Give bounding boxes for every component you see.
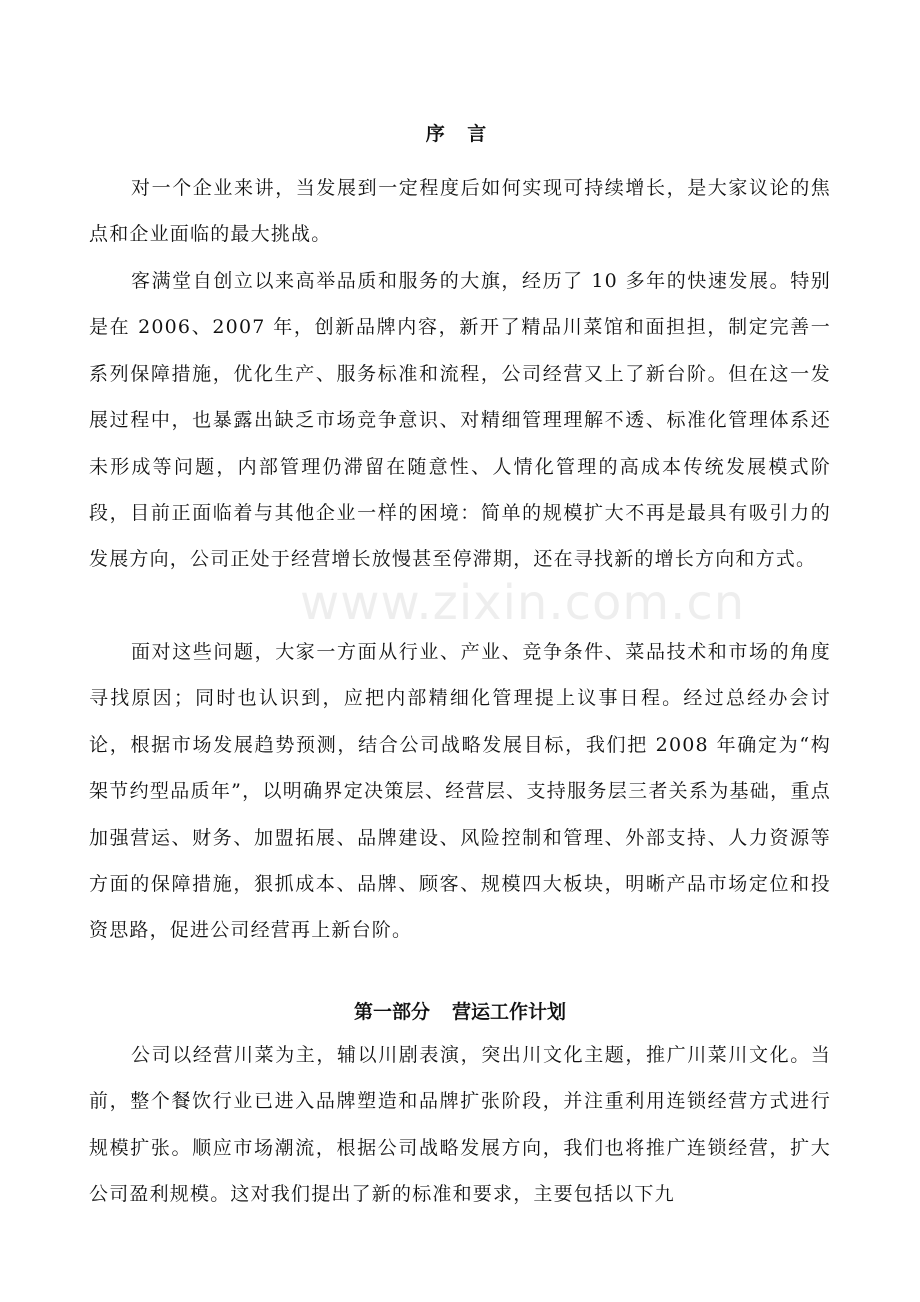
preface-paragraph-3: 面对这些问题，大家一方面从行业、产业、竞争条件、菜品技术和市场的角度寻找原因；同时也认识到，应把内部精细化管理提上议事日程。经过总经办会讨论，根据市场发展趋势预测，结合公司战略发展目标，我们把 2008 年确定为“构架节约型品质年”，以明确界定决策层、经营层、支持服务层三者关系为基础，重点加强营运、财务、加盟拓展、品牌建设、风险控制和管理、外部支持、人力资源等方面的保障措施，狠抓成本、品牌、顾客、规模四大板块，明晰产品市场定位和投资思路，促进公司经营再上新台阶。 [89, 641, 831, 942]
preface-paragraph-1: 对一个企业来讲，当发展到一定程度后如何实现可持续增长，是大家议论的焦点和企业面临的最大挑战。 [89, 177, 831, 246]
part1-title-text: 营运工作计划 [452, 1001, 567, 1023]
part1-title-number: 第一部分 [353, 1001, 430, 1023]
preface-title: 序 言 [425, 123, 495, 145]
preface-paragraph-2: 客满堂自创立以来高举品质和服务的大旗，经历了 10 多年的快速发展。特别是在 2006、2007 年，创新品牌内容，新开了精品川菜馆和面担担，制定完善一系列保障措施，优化生产、服务标准和流程，公司经营又上了新台阶。但在这一发展过程中，也暴露出缺乏市场竞争意识、对精细管理理解不透、标准化管理体系还未形成等问题，内部管理仍滞留在随意性、人情化管理的高成本传统发展模式阶段，目前正面临着与其他企业一样的困境：简单的规模扩大不再是最具有吸引力的发展方向，公司正处于经营增长放慢甚至停滞期，还在寻找新的增长方向和方式。 [89, 270, 831, 571]
watermark: www.zixin.com.cn [300, 575, 746, 631]
part1-paragraph-1: 公司以经营川菜为主，辅以川剧表演，突出川文化主题，推广川菜川文化。当前，整个餐饮行业已进入品牌塑造和品牌扩张阶段，并注重利用连锁经营方式进行规模扩张。顺应市场潮流，根据公司战略发展方向，我们也将推广连锁经营，扩大公司盈利规模。这对我们提出了新的标准和要求，主要包括以下九 [89, 1044, 831, 1206]
part1-title [0, 1000, 920, 1024]
